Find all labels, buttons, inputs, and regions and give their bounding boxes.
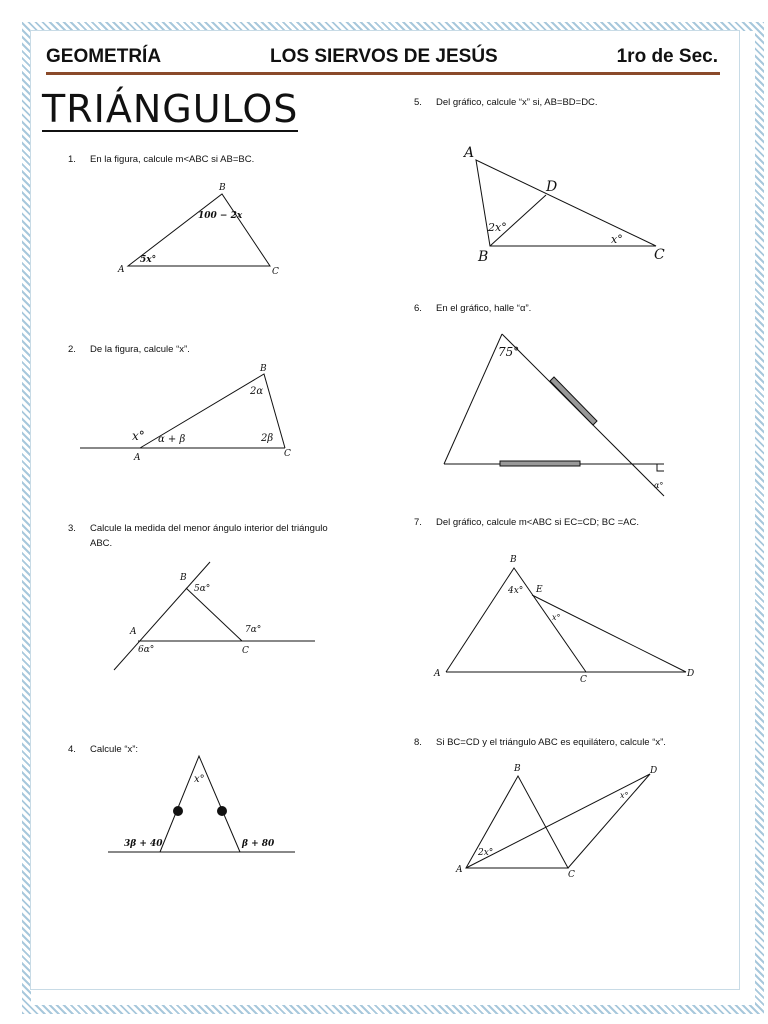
angle-b: 2α (250, 386, 264, 397)
label-b: B (260, 364, 267, 374)
figure-4 (108, 752, 308, 862)
label-b: B (180, 573, 187, 583)
angle-left: 3β + 40 (124, 839, 163, 849)
angle-c: 7α° (245, 625, 262, 635)
label-b: B (219, 183, 226, 193)
label-c: C (242, 646, 249, 656)
angle-b: 5α° (194, 584, 211, 594)
label-c: C (272, 267, 279, 277)
equal-mark-base (500, 461, 580, 466)
segment-ad (466, 774, 650, 868)
angle-b: 2x° (488, 221, 507, 234)
header-school: LOS SIERVOS DE JESÚS (270, 46, 498, 67)
label-d: D (687, 669, 695, 679)
page-title: TRIÁNGULOS (42, 87, 299, 131)
problem-text: Calcule “x”: (90, 744, 139, 755)
problem-text: Del gráfico, calcule m<ABC si EC=CD; BC =AC. (436, 517, 639, 528)
figure-1 (110, 178, 310, 278)
label-c: C (284, 449, 291, 459)
problem-text: Del gráfico, calcule “x” si, AB=BD=DC. (436, 97, 598, 108)
label-a: A (134, 453, 141, 463)
label-a: A (434, 669, 441, 679)
problem-number: 3. (68, 523, 76, 534)
line-ab-extended (114, 562, 210, 670)
problem-text: En la figura, calcule m<ABC si AB=BC. (90, 154, 255, 165)
label-a: A (464, 145, 475, 161)
equal-mark-diagonal (550, 377, 597, 425)
label-c: C (568, 870, 575, 880)
equal-mark-right (217, 806, 227, 816)
problem-number: 6. (414, 303, 422, 314)
angle-x: x° (194, 774, 205, 785)
angle-a: α + β (158, 434, 186, 445)
angle-c: 2β (261, 433, 274, 444)
problem-number: 5. (414, 97, 422, 108)
label-b: B (510, 555, 517, 565)
angle-b: 4x° (508, 586, 524, 596)
header-grade: 1ro de Sec. (616, 46, 718, 67)
figure-6 (440, 330, 670, 500)
header-subject: GEOMETRÍA (46, 46, 162, 67)
label-d: D (650, 766, 658, 776)
problem-number: 8. (414, 737, 422, 748)
equal-mark-left (173, 806, 183, 816)
problem-text: En el gráfico, halle “α”. (436, 303, 532, 314)
page-header (46, 46, 720, 75)
problem-text: Si BC=CD y el triángulo ABC es equilátero, calcule “x”. (436, 737, 666, 748)
label-a: A (456, 865, 463, 875)
angle-c: x° (611, 233, 623, 246)
problem-number: 4. (68, 744, 76, 755)
angle-e: x° (552, 613, 561, 622)
segment-cd (568, 774, 650, 868)
label-c: C (654, 247, 665, 263)
angle-a: 2x° (478, 848, 494, 858)
label-d: D (546, 179, 558, 195)
figure-7 (432, 550, 702, 685)
angle-alpha: α° (654, 481, 664, 490)
segment-ed (532, 595, 686, 672)
angle-x: x° (132, 429, 145, 443)
problem-number: 2. (68, 344, 76, 355)
angle-b: 100 − 2x (198, 211, 243, 221)
label-e: E (536, 585, 543, 595)
problem-number: 7. (414, 517, 422, 528)
figure-5 (460, 140, 680, 270)
angle-75: 75° (498, 345, 520, 359)
label-a: A (118, 265, 125, 275)
angle-a: 5x° (140, 255, 157, 265)
label-c: C (580, 675, 587, 685)
label-b: B (478, 249, 489, 265)
angle-d: x° (620, 791, 629, 800)
left-side (444, 334, 502, 464)
side-bc (186, 588, 242, 641)
label-a: A (130, 627, 137, 637)
right-angle-mark (657, 464, 664, 471)
angle-a: 6α° (138, 645, 155, 655)
angle-right: β + 80 (242, 839, 275, 849)
label-b: B (514, 764, 521, 774)
triangle-sides (160, 756, 240, 852)
problem-number: 1. (68, 154, 76, 165)
figure-3 (110, 558, 320, 678)
figure-2 (80, 362, 300, 462)
problem-text: Calcule la medida del menor ángulo interior del triángulo ABC. (90, 523, 328, 549)
problem-text: De la figura, calcule “x”. (90, 344, 190, 355)
figure-8 (452, 760, 672, 880)
triangle-abc (446, 568, 586, 672)
